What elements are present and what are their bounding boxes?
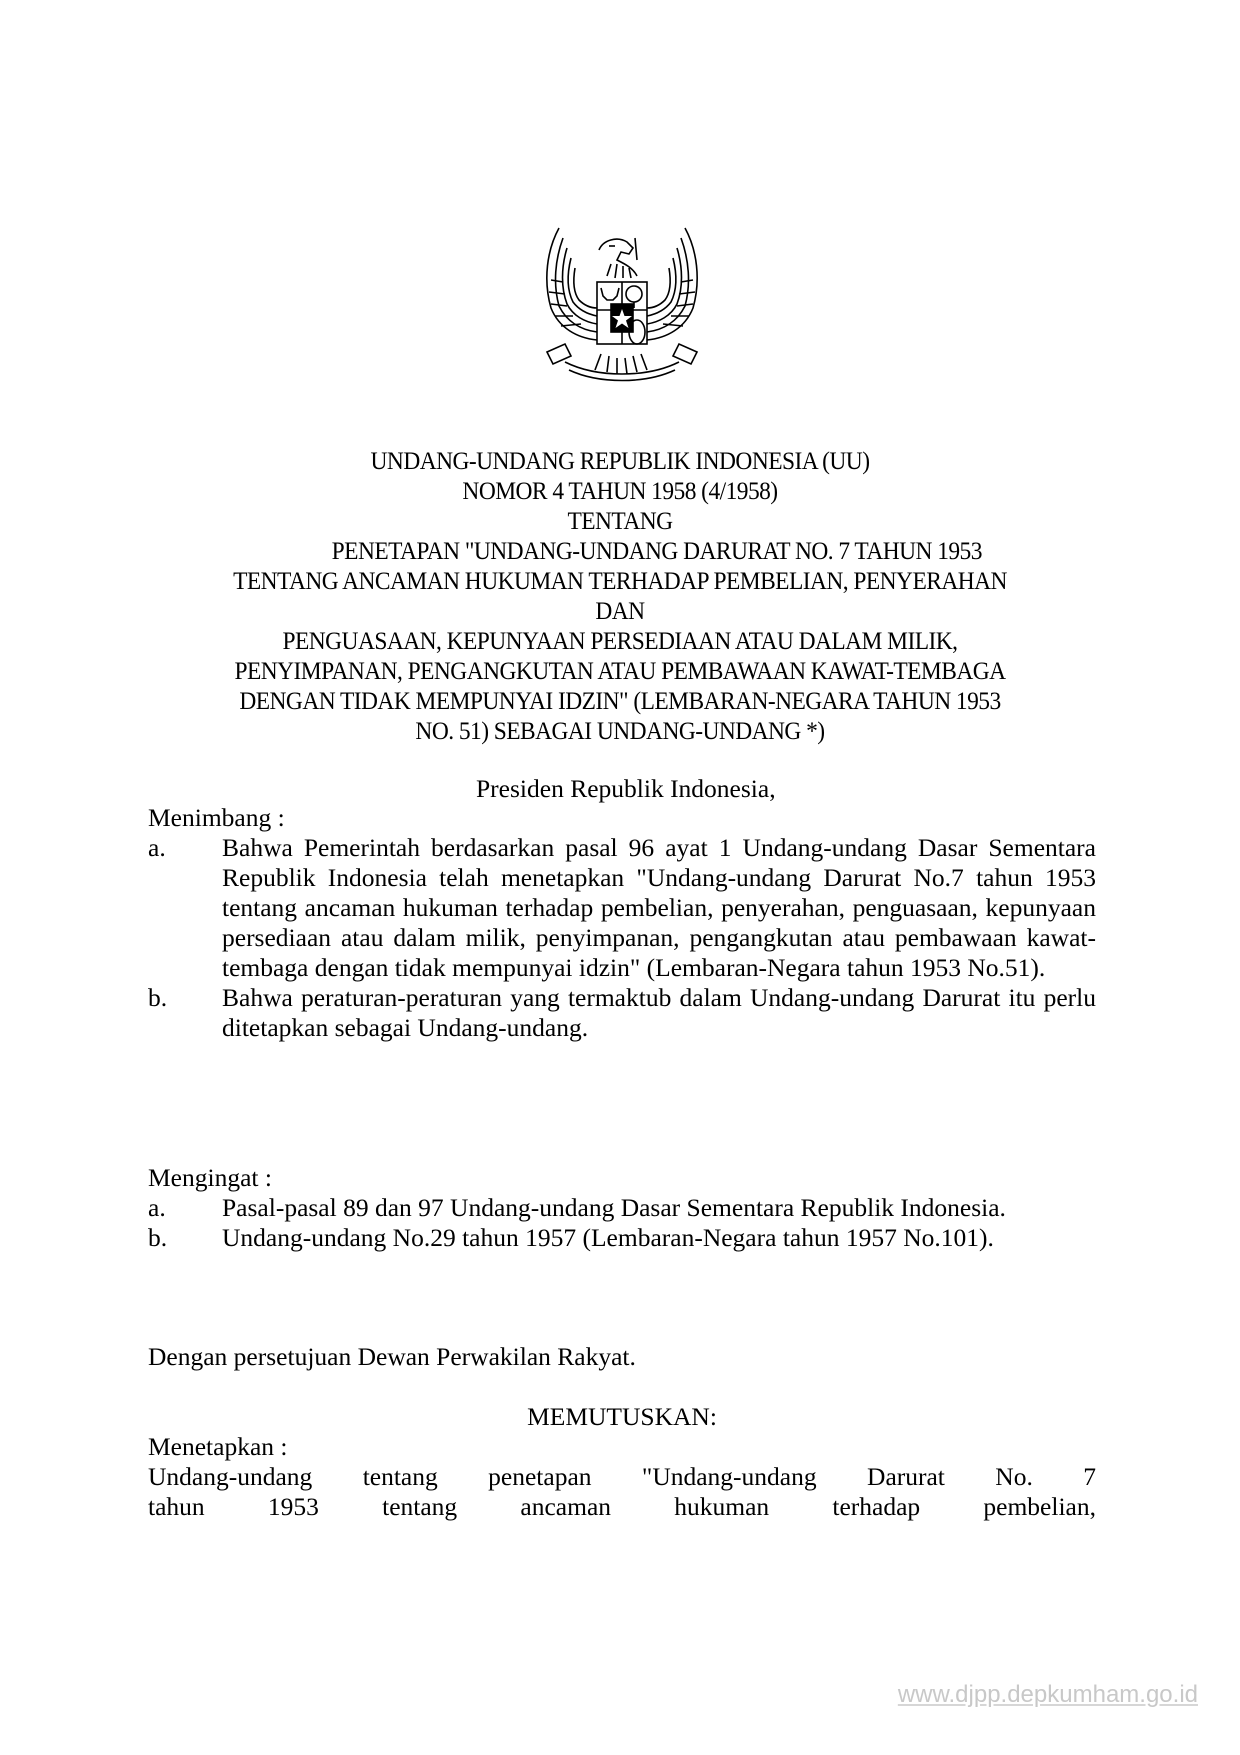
mengingat-section [148,1163,1096,1253]
menimbang-section [148,803,1096,1043]
title-line: DENGAN TIDAK MEMPUNYAI IDZIN" (LEMBARAN-NEGARA TAHUN 1953 [239,686,1001,715]
menimbang-heading: Menimbang : [148,803,285,832]
title-line: PENGUASAAN, KEPUNYAAN PERSEDIAAN ATAU DALAM MILIK, [282,626,958,655]
menetapkan-section [148,1432,1096,1522]
item-text: Bahwa peraturan-peraturan yang termaktub dalam Undang-undang Darurat itu perlu ditetapkan sebagai Undang-undang. [222,983,1096,1042]
item-marker: b. [148,1223,168,1252]
menetapkan-text-line: Undang-undang tentang penetapan "Undang-undang Darurat No. 7 [148,1462,1096,1491]
list-item [148,1223,1096,1253]
menetapkan-text-line: tahun 1953 tentang ancaman hukuman terhadap pembelian, [148,1492,1096,1521]
persetujuan-text: Dengan persetujuan Dewan Perwakilan Rakyat. [148,1342,636,1371]
president-heading: Presiden Republik Indonesia, [476,774,776,803]
list-item [148,833,1096,983]
menetapkan-heading: Menetapkan : [148,1432,288,1461]
title-line: PENYIMPANAN, PENGANGKUTAN ATAU PEMBAWAAN KAWAT-TEMBAGA [234,656,1006,685]
memutuskan-heading: MEMUTUSKAN: [527,1402,717,1431]
list-item [148,1193,1096,1223]
item-text: Bahwa Pemerintah berdasarkan pasal 96 ayat 1 Undang-undang Dasar Sementara Republik Indonesia telah menetapkan "Undang-undang Darurat No.7 tahun 1953 tentang ancaman hukuman terhadap pembelian, penyerahan, penguasaan, kepunyaan persediaan atau dalam milik, penyimpanan, pengangkutan atau pembawaan kawat-tembaga dengan tidak mempunyai idzin" (Lembaran-Negara tahun 1953 No.51). [222,833,1096,982]
item-text: Undang-undang No.29 tahun 1957 (Lembaran-Negara tahun 1957 No.101). [222,1223,994,1252]
title-line: TENTANG ANCAMAN HUKUMAN TERHADAP PEMBELIAN, PENYERAHAN [233,566,1007,595]
title-number-line: NOMOR 4 TAHUN 1958 (4/1958) [462,476,778,505]
mengingat-heading: Mengingat : [148,1163,272,1192]
source-watermark-link[interactable]: www.djpp.depkumham.go.id [897,1681,1198,1708]
item-marker: a. [148,1193,166,1222]
title-line: DAN [595,596,645,625]
list-item [148,983,1096,1043]
item-marker: b. [148,983,168,1012]
title-line: NO. 51) SEBAGAI UNDANG-UNDANG *) [415,716,825,745]
item-text: Pasal-pasal 89 dan 97 Undang-undang Dasar Sementara Republik Indonesia. [222,1193,1006,1222]
garuda-emblem-icon [537,220,707,385]
document-title [188,446,1053,746]
item-marker: a. [148,833,166,862]
title-line: TENTANG [567,506,673,535]
title-line: UNDANG-UNDANG REPUBLIK INDONESIA (UU) [370,446,870,475]
title-line: PENETAPAN "UNDANG-UNDANG DARURAT NO. 7 TAHUN 1953 [331,536,982,565]
